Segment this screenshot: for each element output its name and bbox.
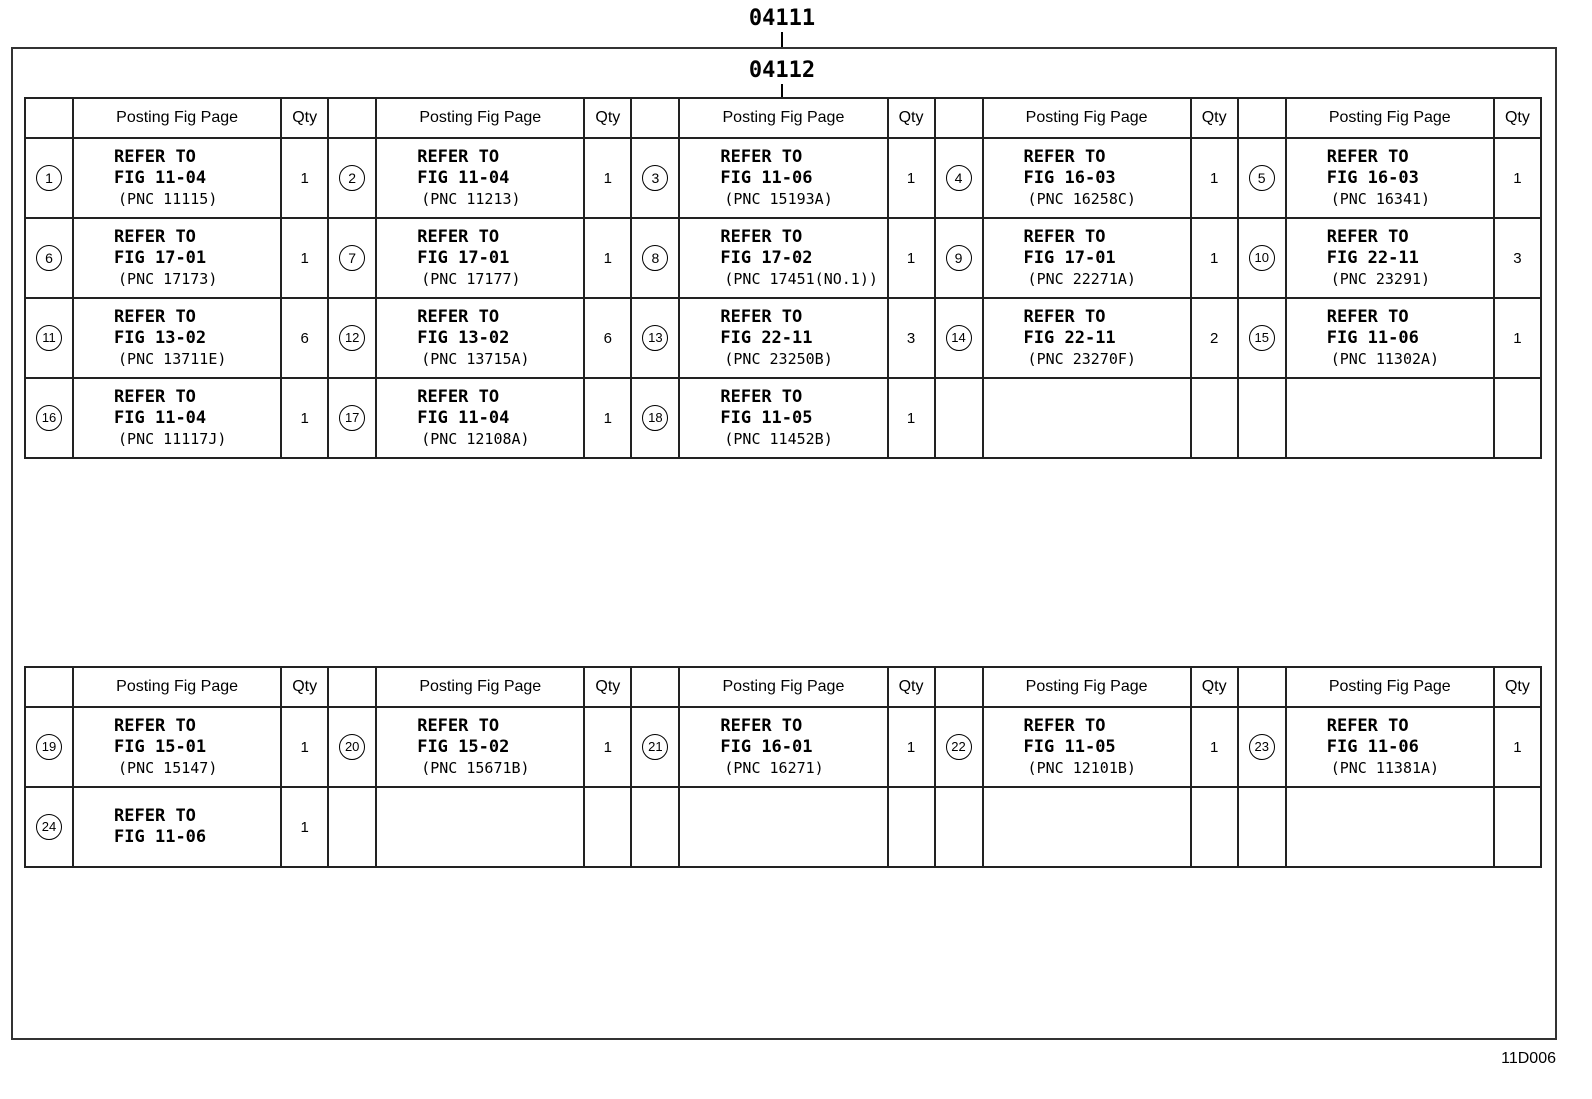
refer-to-text: REFER TO <box>1023 146 1106 167</box>
header-blank-cell <box>935 98 983 138</box>
header-blank-cell <box>328 667 376 707</box>
fig-reference: FIG 11-05 <box>720 407 813 428</box>
posting-fig-cell <box>983 787 1191 867</box>
posting-fig-cell <box>679 378 887 458</box>
header-qty: Qty <box>1191 667 1238 707</box>
pnc-reference: (PNC 11381A) <box>1330 758 1440 777</box>
pnc-reference: (PNC 15193A) <box>724 189 833 208</box>
posting-fig-cell <box>376 218 584 298</box>
fig-reference: FIG 11-04 <box>114 407 207 428</box>
refer-to-text: REFER TO <box>720 386 803 407</box>
qty-cell <box>584 787 631 867</box>
outer-leader-line <box>781 32 783 48</box>
fig-reference: FIG 17-01 <box>1023 247 1116 268</box>
qty-cell: 3 <box>888 298 935 378</box>
header-qty: Qty <box>584 667 631 707</box>
header-qty: Qty <box>281 98 328 138</box>
callout-number: 23 <box>1249 734 1275 760</box>
refer-to-text: REFER TO <box>417 226 500 247</box>
posting-fig-cell <box>73 298 281 378</box>
callout-number: 24 <box>36 814 62 840</box>
callout-number: 14 <box>946 325 972 351</box>
qty-cell: 1 <box>281 787 328 867</box>
fig-reference: FIG 11-06 <box>720 167 813 188</box>
callout-number: 22 <box>946 734 972 760</box>
header-posting-fig-page: Posting Fig Page <box>73 98 281 138</box>
header-blank-cell <box>25 98 73 138</box>
callout-number: 12 <box>339 325 365 351</box>
callout-number: 11 <box>36 325 62 351</box>
qty-cell: 1 <box>888 138 935 218</box>
pnc-reference: (PNC 11452B) <box>724 429 833 448</box>
fig-reference: FIG 11-04 <box>417 407 510 428</box>
refer-to-text: REFER TO <box>417 146 500 167</box>
posting-fig-cell <box>983 138 1191 218</box>
qty-cell: 1 <box>281 138 328 218</box>
header-blank-cell <box>935 667 983 707</box>
posting-fig-cell <box>73 707 281 787</box>
callout-cell <box>328 218 376 298</box>
refer-to-text: REFER TO <box>1023 306 1106 327</box>
callout-cell <box>25 378 73 458</box>
fig-reference: FIG 13-02 <box>114 327 207 348</box>
qty-cell: 2 <box>1191 298 1238 378</box>
posting-fig-cell <box>1286 707 1494 787</box>
fig-reference: FIG 17-01 <box>417 247 510 268</box>
fig-reference: FIG 16-03 <box>1326 167 1419 188</box>
callout-cell <box>25 298 73 378</box>
refer-to-text: REFER TO <box>417 386 500 407</box>
parts-table-2 <box>24 666 1542 868</box>
table-row <box>25 787 1541 867</box>
header-qty: Qty <box>584 98 631 138</box>
refer-to-text: REFER TO <box>114 306 196 327</box>
callout-cell <box>935 707 983 787</box>
pnc-reference: (PNC 17173) <box>118 269 218 288</box>
qty-cell: 1 <box>281 218 328 298</box>
pnc-reference: (PNC 22271A) <box>1027 269 1136 288</box>
table-row <box>25 298 1541 378</box>
callout-number: 5 <box>1249 165 1275 191</box>
header-blank-cell <box>631 98 679 138</box>
callout-number: 19 <box>36 734 62 760</box>
callout-cell <box>328 138 376 218</box>
refer-to-text: REFER TO <box>114 386 196 407</box>
header-qty: Qty <box>281 667 328 707</box>
qty-cell: 1 <box>888 218 935 298</box>
callout-cell <box>935 378 983 458</box>
header-posting-fig-page: Posting Fig Page <box>679 98 887 138</box>
callout-number: 6 <box>36 245 62 271</box>
refer-to-text: REFER TO <box>1326 715 1409 736</box>
posting-fig-cell <box>1286 218 1494 298</box>
pnc-reference: (PNC 12108A) <box>421 429 530 448</box>
refer-to-text: REFER TO <box>417 715 500 736</box>
callout-cell <box>631 218 679 298</box>
posting-fig-cell <box>679 787 887 867</box>
pnc-reference: (PNC 11302A) <box>1330 349 1440 368</box>
posting-fig-cell <box>983 298 1191 378</box>
fig-reference: FIG 11-04 <box>114 167 207 188</box>
fig-reference: FIG 13-02 <box>417 327 510 348</box>
callout-cell <box>1238 707 1286 787</box>
table-row <box>25 378 1541 458</box>
callout-cell <box>328 787 376 867</box>
pnc-reference: (PNC 23270F) <box>1027 349 1136 368</box>
posting-fig-cell <box>73 378 281 458</box>
callout-number: 9 <box>946 245 972 271</box>
callout-number: 7 <box>339 245 365 271</box>
header-qty: Qty <box>888 667 935 707</box>
table-row <box>25 707 1541 787</box>
posting-fig-cell <box>73 218 281 298</box>
callout-cell <box>25 707 73 787</box>
table-row <box>25 218 1541 298</box>
callout-cell <box>328 707 376 787</box>
pnc-reference: (PNC 23250B) <box>724 349 833 368</box>
header-posting-fig-page: Posting Fig Page <box>376 98 584 138</box>
posting-fig-cell <box>679 707 887 787</box>
qty-cell <box>1494 378 1541 458</box>
posting-fig-cell <box>1286 138 1494 218</box>
qty-cell <box>1191 378 1238 458</box>
qty-cell: 1 <box>1191 138 1238 218</box>
qty-cell: 1 <box>1494 298 1541 378</box>
header-qty: Qty <box>888 98 935 138</box>
callout-number: 13 <box>642 325 668 351</box>
header-posting-fig-page: Posting Fig Page <box>1286 98 1494 138</box>
fig-reference: FIG 16-01 <box>720 736 813 757</box>
fig-reference: FIG 17-01 <box>114 247 207 268</box>
pnc-reference: (PNC 11213) <box>421 189 521 208</box>
pnc-reference: (PNC 17451(NO.1)) <box>724 269 878 288</box>
header-posting-fig-page: Posting Fig Page <box>983 667 1191 707</box>
refer-to-text: REFER TO <box>417 306 500 327</box>
posting-fig-cell <box>679 138 887 218</box>
refer-to-text: REFER TO <box>1326 306 1409 327</box>
callout-number: 17 <box>339 405 365 431</box>
callout-number: 15 <box>1249 325 1275 351</box>
qty-cell: 1 <box>1191 218 1238 298</box>
fig-reference: FIG 17-02 <box>720 247 813 268</box>
refer-to-text: REFER TO <box>114 715 196 736</box>
header-posting-fig-page: Posting Fig Page <box>679 667 887 707</box>
fig-reference: FIG 22-11 <box>1023 327 1116 348</box>
qty-cell <box>1191 787 1238 867</box>
qty-cell <box>888 787 935 867</box>
pnc-reference: (PNC 17177) <box>421 269 521 288</box>
posting-fig-cell <box>679 298 887 378</box>
refer-to-text: REFER TO <box>1326 226 1409 247</box>
refer-to-text: REFER TO <box>1023 226 1106 247</box>
table-row <box>25 138 1541 218</box>
qty-cell: 1 <box>584 138 631 218</box>
fig-reference: FIG 16-03 <box>1023 167 1116 188</box>
table-header-row <box>25 98 1541 138</box>
callout-number: 16 <box>36 405 62 431</box>
refer-to-text: REFER TO <box>114 806 196 826</box>
table-header-row <box>25 667 1541 707</box>
refer-to-text: REFER TO <box>114 146 196 167</box>
header-qty: Qty <box>1494 98 1541 138</box>
callout-number: 18 <box>642 405 668 431</box>
qty-cell: 6 <box>281 298 328 378</box>
qty-cell <box>1494 787 1541 867</box>
posting-fig-cell <box>376 787 584 867</box>
fig-reference: FIG 11-04 <box>417 167 510 188</box>
header-blank-cell <box>631 667 679 707</box>
callout-number: 4 <box>946 165 972 191</box>
callout-cell <box>631 378 679 458</box>
refer-to-text: REFER TO <box>720 226 803 247</box>
pnc-reference: (PNC 13711E) <box>118 349 227 368</box>
fig-reference: FIG 11-06 <box>1326 327 1419 348</box>
callout-cell <box>631 138 679 218</box>
callout-cell <box>328 378 376 458</box>
refer-to-text: REFER TO <box>720 715 803 736</box>
posting-fig-cell <box>73 787 281 867</box>
parts-table-1 <box>24 97 1542 459</box>
callout-number: 10 <box>1249 245 1275 271</box>
fig-reference: FIG 22-11 <box>720 327 813 348</box>
posting-fig-cell <box>983 707 1191 787</box>
pnc-reference: (PNC 23291) <box>1330 269 1431 288</box>
header-blank-cell <box>1238 98 1286 138</box>
callout-cell <box>328 298 376 378</box>
posting-fig-cell <box>73 138 281 218</box>
header-blank-cell <box>25 667 73 707</box>
callout-cell <box>1238 378 1286 458</box>
callout-number: 20 <box>339 734 365 760</box>
callout-cell <box>1238 138 1286 218</box>
qty-cell: 1 <box>888 707 935 787</box>
fig-reference: FIG 11-06 <box>1326 736 1419 757</box>
callout-cell <box>25 787 73 867</box>
fig-reference: FIG 11-06 <box>114 827 207 847</box>
fig-reference: FIG 11-05 <box>1023 736 1116 757</box>
header-blank-cell <box>1238 667 1286 707</box>
pnc-reference: (PNC 16341) <box>1330 189 1431 208</box>
outer-assembly-label: 04111 <box>748 6 816 31</box>
qty-cell: 1 <box>584 378 631 458</box>
callout-cell <box>631 707 679 787</box>
header-qty: Qty <box>1191 98 1238 138</box>
callout-number: 1 <box>36 165 62 191</box>
inner-leader-line <box>781 84 783 98</box>
posting-fig-cell <box>1286 378 1494 458</box>
posting-fig-cell <box>376 707 584 787</box>
callout-cell <box>25 138 73 218</box>
refer-to-text: REFER TO <box>114 226 196 247</box>
posting-fig-cell <box>376 138 584 218</box>
posting-fig-cell <box>679 218 887 298</box>
callout-number: 3 <box>642 165 668 191</box>
pnc-reference: (PNC 12101B) <box>1027 758 1136 777</box>
qty-cell: 1 <box>1191 707 1238 787</box>
pnc-reference: (PNC 13715A) <box>421 349 530 368</box>
callout-cell <box>1238 298 1286 378</box>
callout-cell <box>631 298 679 378</box>
callout-cell <box>935 218 983 298</box>
qty-cell: 1 <box>1494 707 1541 787</box>
pnc-reference: (PNC 15671B) <box>421 758 530 777</box>
fig-reference: FIG 15-01 <box>114 736 207 757</box>
callout-number: 2 <box>339 165 365 191</box>
header-blank-cell <box>328 98 376 138</box>
posting-fig-cell <box>983 378 1191 458</box>
pnc-reference: (PNC 16271) <box>724 758 824 777</box>
pnc-reference: (PNC 11117J) <box>118 429 227 448</box>
callout-cell <box>935 138 983 218</box>
fig-reference: FIG 15-02 <box>417 736 510 757</box>
callout-cell <box>25 218 73 298</box>
callout-cell <box>935 787 983 867</box>
qty-cell: 3 <box>1494 218 1541 298</box>
posting-fig-cell <box>983 218 1191 298</box>
pnc-reference: (PNC 15147) <box>118 758 218 777</box>
qty-cell: 1 <box>584 707 631 787</box>
qty-cell: 1 <box>281 707 328 787</box>
qty-cell: 1 <box>1494 138 1541 218</box>
qty-cell: 1 <box>584 218 631 298</box>
refer-to-text: REFER TO <box>1023 715 1106 736</box>
callout-cell <box>935 298 983 378</box>
refer-to-text: REFER TO <box>720 146 803 167</box>
qty-cell: 1 <box>281 378 328 458</box>
callout-number: 8 <box>642 245 668 271</box>
refer-to-text: REFER TO <box>720 306 803 327</box>
header-posting-fig-page: Posting Fig Page <box>73 667 281 707</box>
header-posting-fig-page: Posting Fig Page <box>983 98 1191 138</box>
header-posting-fig-page: Posting Fig Page <box>376 667 584 707</box>
pnc-reference: (PNC 16258C) <box>1027 189 1136 208</box>
refer-to-text: REFER TO <box>1326 146 1409 167</box>
callout-number: 21 <box>642 734 668 760</box>
posting-fig-cell <box>376 378 584 458</box>
inner-assembly-label: 04112 <box>748 58 816 83</box>
posting-fig-cell <box>1286 787 1494 867</box>
qty-cell: 1 <box>888 378 935 458</box>
callout-cell <box>1238 218 1286 298</box>
fig-reference: FIG 22-11 <box>1326 247 1419 268</box>
posting-fig-cell <box>376 298 584 378</box>
callout-cell <box>631 787 679 867</box>
callout-cell <box>1238 787 1286 867</box>
qty-cell: 6 <box>584 298 631 378</box>
header-qty: Qty <box>1494 667 1541 707</box>
pnc-reference: (PNC 11115) <box>118 189 218 208</box>
posting-fig-cell <box>1286 298 1494 378</box>
header-posting-fig-page: Posting Fig Page <box>1286 667 1494 707</box>
figure-code: 11D006 <box>1501 1050 1556 1067</box>
